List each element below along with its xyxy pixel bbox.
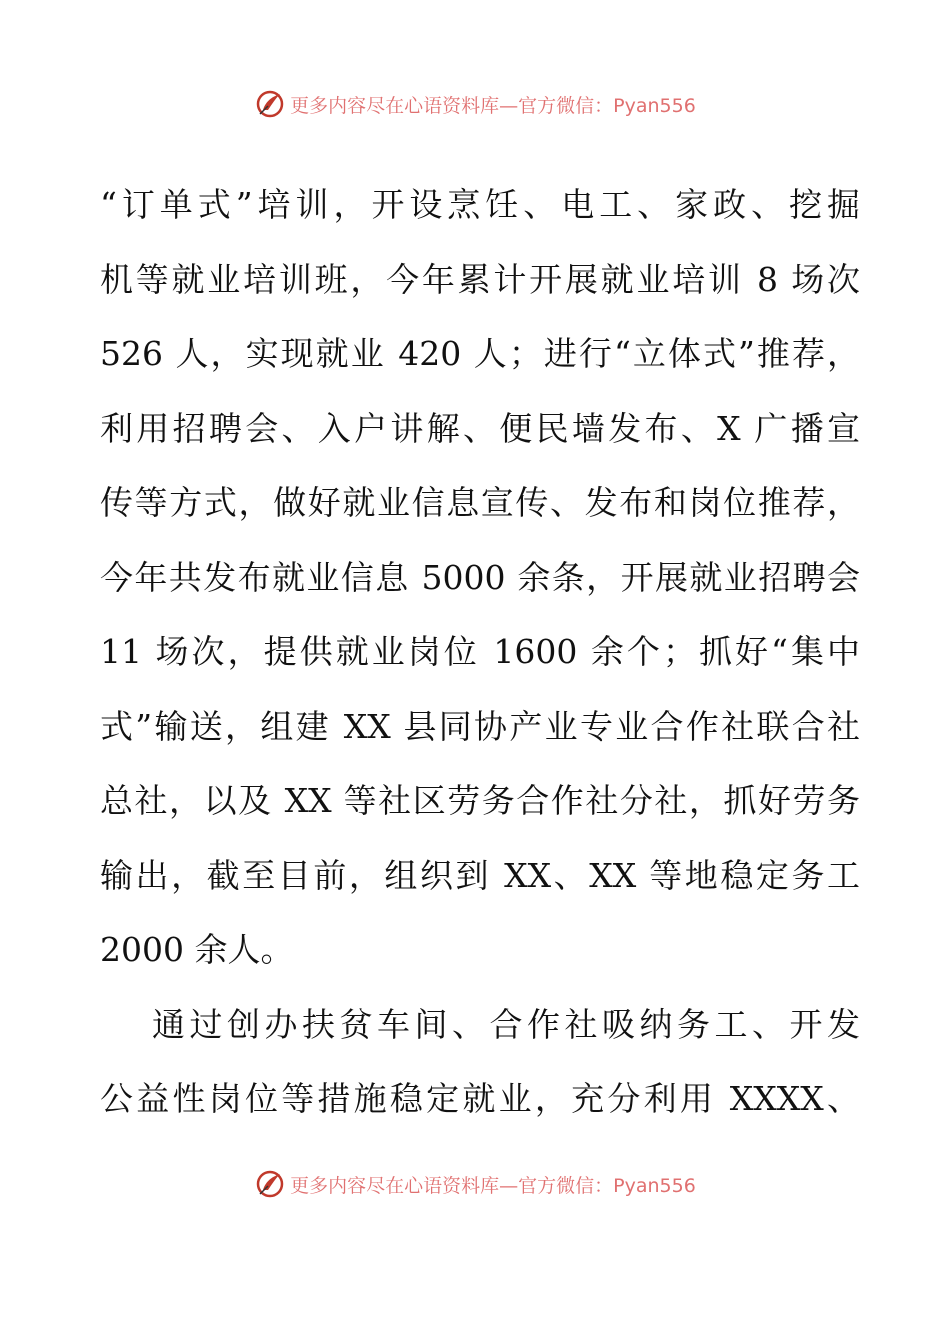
text-line: “订单式”培训，开设烹饪、电工、家政、挖掘 bbox=[100, 185, 860, 224]
text-line: 利用招聘会、入户讲解、便民墙发布、X 广播宣 bbox=[100, 408, 860, 448]
text-line: 526 人，实现就业 420 人；进行“立体式”推荐， bbox=[100, 334, 860, 373]
document-body bbox=[100, 168, 860, 1137]
text-line: 传等方式，做好就业信息宣传、发布和岗位推荐， bbox=[100, 483, 860, 522]
text-line: 通过创办扶贫车间、合作社吸纳务工、开发 bbox=[152, 1004, 860, 1044]
text-line: 公益性岗位等措施稳定就业，充分利用 XXXX、 bbox=[100, 1079, 860, 1118]
watermark-text: 更多内容尽在心语资料库—官方微信：Pyan556 bbox=[290, 1174, 696, 1197]
text-line: 今年共发布就业信息 5000 余条，开展就业招聘会 bbox=[100, 557, 860, 597]
logo-icon bbox=[254, 1168, 286, 1200]
text-line: 总社，以及 XX 等社区劳务合作社分社，抓好劳务 bbox=[100, 781, 860, 820]
logo-icon bbox=[254, 88, 286, 120]
text-line: 11 场次，提供就业岗位 1600 余个；抓好“集中 bbox=[100, 632, 860, 671]
text-line: 2000 余人。 bbox=[100, 930, 294, 969]
text-line: 机等就业培训班，今年累计开展就业培训 8 场次 bbox=[100, 259, 860, 299]
watermark-banner-bottom bbox=[0, 1166, 950, 1202]
text-line: 式”输送，组建 XX 县同协产业专业合作社联合社 bbox=[100, 706, 860, 746]
text-line: 输出，截至目前，组织到 XX、XX 等地稳定务工 bbox=[100, 855, 860, 895]
watermark-banner-top bbox=[0, 86, 950, 122]
watermark-text: 更多内容尽在心语资料库—官方微信：Pyan556 bbox=[290, 94, 696, 117]
